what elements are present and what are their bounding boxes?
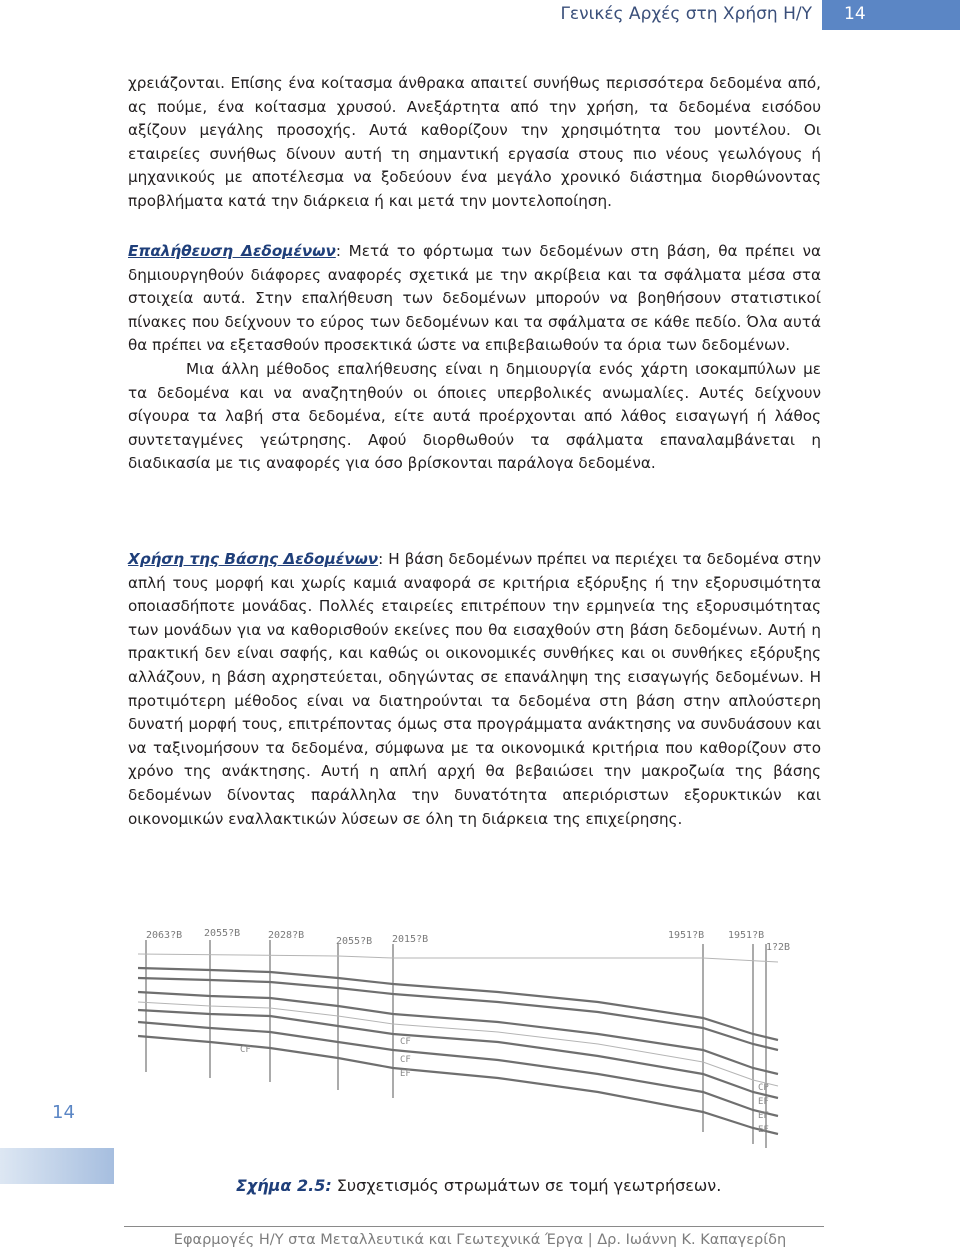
figure-caption-label: Σχήμα 2.5: — [236, 1176, 332, 1195]
figure-caption-text: Συσχετισμός στρωμάτων σε τομή γεωτρήσεων. — [331, 1176, 722, 1195]
layer-code: CF — [240, 1045, 251, 1055]
stratum-line — [138, 1010, 778, 1098]
paragraph-verification — [128, 240, 821, 358]
borehole-label: 1951?B — [728, 930, 765, 941]
layer-code: EF — [758, 1097, 769, 1107]
borehole-label: 2015?B — [392, 934, 429, 945]
borehole-label: 2055?B — [204, 928, 241, 939]
header-page-number: 14 — [844, 4, 866, 24]
paragraph-intro: χρειάζονται. Επίσης ένα κοίτασμα άνθρακα απαιτεί συνήθως περισσότερα δεδομένα από, ας πούμε, ένα κοίτασμα χρυσού. Ανεξάρτητα από την χρήση, τα δεδομένα εισόδου αξίζουν μεγάλης προσοχής. Αυτά καθορίζουν την χρησιμότητα του μοντέλου. Οι εταιρείες συνήθως δίνουν αυτή τη σημαντική εργασία στους πιο νέους γεωλόγους ή μηχανικούς με αποτέλεσμα να ξοδεύουν ένα μεγάλο χρονικό διάστημα διορθώνοντας προβλήματα κατά την διάρκεια ή και μετά την μοντελοποίηση. — [128, 74, 821, 210]
surface-line — [138, 954, 778, 962]
layer-code: EF — [400, 1069, 411, 1079]
section-data-verification — [128, 240, 821, 476]
layer-code: CF — [400, 1055, 411, 1065]
borehole-label: 2055?B — [336, 936, 373, 947]
footer-divider — [124, 1226, 824, 1227]
header-page-tab — [822, 0, 960, 30]
layer-code: CP — [758, 1083, 769, 1093]
borehole-cross-section-figure — [138, 922, 793, 1152]
borehole-label: 2063?B — [146, 930, 183, 941]
side-decorative-bar — [0, 1148, 114, 1184]
running-header-title: Γενικές Αρχές στη Χρήση Η/Υ — [560, 4, 812, 24]
layer-code: CF — [400, 1037, 411, 1047]
term-database-use: Χρήση της Βάσης Δεδομένων — [128, 550, 379, 568]
layer-code: EF — [758, 1125, 769, 1135]
stratum-line — [138, 992, 778, 1074]
stratum-line — [138, 1022, 778, 1116]
database-use-text: : Η βάση δεδομένων πρέπει να περιέχει τα δεδομένα στην απλή τους μορφή και χωρίς καμιά αναφορά σε κριτήρια εξόρυξης ή την εξορυσιμότητα οποιασδήποτε μονάδας. Πολλές εταιρείες επιτρέπουν την ερμηνεία της εξορυσιμότητας των μονάδων για να καθορισθούν εκείνες που θα εισαχθούν στη βάση δεδομένων. Αυτή η πρακτική δεν είναι σαφής, και καθώς οι οικονομικές συνθήκες και οι συνθήκες εξόρυξης αλλάζουν, η βάση αχρηστεύεται, οδηγώντας σε επανάληψη της εισαγωγής δεδομένων. Η προτιμότερη μέθοδος είναι να διατηρούνται τα δεδομένα στη βάση στην απλούστερη δυνατή μορφή τους, επιτρέποντας όμως στα προγράμματα ανάκτησης να συνδυάσουν και να ταξινομήσουν τα δεδομένα, σύμφωνα με τα οικονομικά κριτήρια που καθορίζουν στο χρόνο της ανάκτησης. Αυτή η απλή αρχή θα βεβαιώσει την μακροζωία της βάσης δεδομένων δίνοντας παράλληλα την δυνατότητα απεριόριστων εξορυκτικών και οικονομικών εναλλακτικών λύσεων σε όλη τη διάρκεια της επιχείρησης. — [128, 550, 821, 828]
borehole-label: 2028?B — [268, 930, 305, 941]
stratum-line — [138, 1036, 778, 1134]
borehole-label: 1?2B — [766, 942, 791, 953]
layer-code: EF — [758, 1111, 769, 1121]
borehole-label: 1951?B — [668, 930, 705, 941]
figure-caption — [236, 1176, 721, 1195]
verification-text: : Μετά το φόρτωμα των δεδομένων στη βάση, θα πρέπει να δημιουργηθούν διάφορες αναφορές σχετικά με την ακρίβεια και τα σφάλματα μέσα στα στοιχεία αυτά. Στην επαλήθευση των δεδομένων μπορούν να βοηθήσουν στατιστικοί πίνακες που δείχνουν το εύρος των δεδομένων και τα σφάλματα σε κάθε πεδίο. Όλα αυτά θα πρέπει να εξετασθούν προσεκτικά ώστε να επιβεβαιωθούν τα όρια των δεδομένων. — [128, 242, 821, 355]
footer-text: Εφαρμογές Η/Υ στα Μεταλλευτικά και Γεωτεχνικά Έργα | Δρ. Ιωάννη Κ. Καπαγερίδη — [173, 1232, 787, 1248]
paragraph-contour-method: Μια άλλη μέθοδος επαλήθευσης είναι η δημιουργία ενός χάρτη ισοκαμπύλων με τα δεδομένα και να αναζητηθούν οι όποιες υπερβολικές ανωμαλίες. Αυτές δείχνουν σίγουρα τα λαβή στα δεδομένα, είτε αυτά προέρχονται από λάθος εισαγωγή ή λάθος συντεταγμένες γεώτρησης. Αφού διορθωθούν τα σφάλματα επαναλαμβάνεται η διαδικασία με τις αναφορές για όσο βρίσκονται παράλογα δεδομένα. — [128, 359, 821, 473]
term-data-verification: Επαλήθευση Δεδομένων — [128, 242, 336, 260]
paragraph-database-use — [128, 548, 821, 831]
side-page-number: 14 — [52, 1102, 75, 1123]
